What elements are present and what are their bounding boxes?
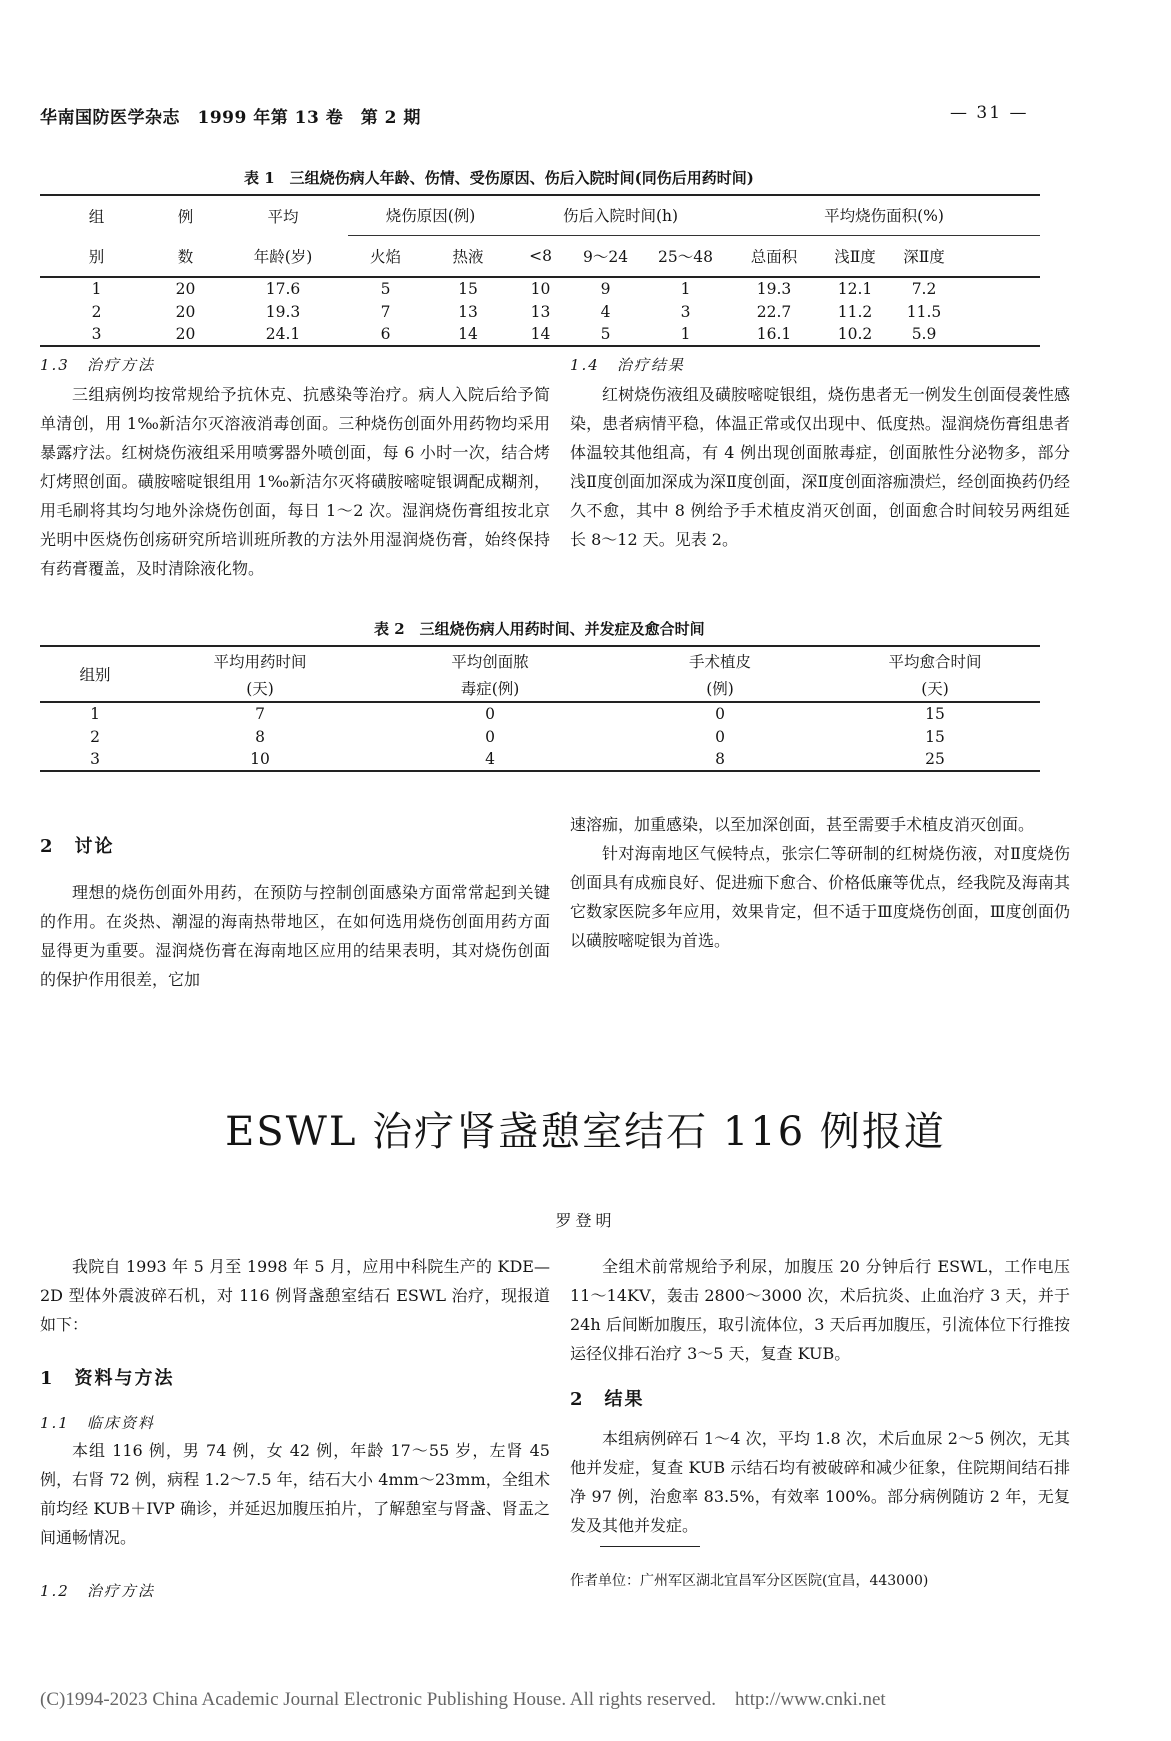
t1-r3-group: 3 (40, 323, 153, 346)
section-1-4-body (570, 380, 1070, 554)
t1-h2-fire: 火焰 (348, 235, 423, 277)
t2-h-heal: 平均愈合时间 (830, 646, 1040, 675)
discussion-paragraph-1: 理想的烧伤创面外用药，在预防与控制创面感染方面常常起到关键的作用。在炎热、潮湿的海南热带地区，在如何选用烧伤创面用药方面显得更为重要。湿润烧伤膏在海南地区应用的结果表明，其对烧伤创面的保护作用很差，它加 (40, 883, 550, 989)
table2-header-row-1 (40, 646, 1040, 675)
t2-r1-sepsis: 0 (485, 705, 495, 723)
t2-r2-sepsis: 0 (485, 727, 495, 746)
t2-r1-heal: 15 (925, 705, 945, 723)
table1-header-row-2 (40, 235, 1040, 277)
table2 (40, 645, 1040, 772)
t1-h2-shallow: 浅Ⅱ度 (820, 235, 890, 277)
t1-r2-group: 2 (91, 302, 102, 321)
t1-r1-liquid: 15 (458, 280, 478, 298)
section-1-3-heading: 1.3 治疗方法 (40, 356, 155, 374)
t2-r2-med: 8 (255, 727, 265, 746)
table-row (40, 725, 1040, 748)
article-section-1-1-heading: 1.1 临床资料 (40, 1414, 155, 1432)
t2-r3-graft: 8 (610, 748, 830, 771)
t2-h-sepsis: 平均创面脓 (370, 646, 610, 675)
t1-r3-t2: 5 (568, 323, 643, 346)
t1-h2-cases: 数 (153, 235, 218, 277)
t1-h2-total: 总面积 (728, 235, 820, 277)
article-section-1-heading: 1 资料与方法 (40, 1368, 175, 1389)
t1-r1-t1: 10 (530, 280, 551, 298)
table1-header-row-1 (40, 195, 1040, 235)
discussion-heading: 2 讨论 (40, 836, 115, 857)
t1-r3-cases: 20 (153, 323, 218, 346)
discussion-left-body (40, 878, 550, 994)
t1-r2-t2: 4 (600, 302, 611, 321)
t2-h2-heal: (天) (830, 675, 1040, 702)
section-1-4-heading: 1.4 治疗结果 (570, 356, 685, 374)
t1-h-group: 组 (40, 195, 153, 235)
t1-r2-shallow: 11.2 (837, 302, 873, 321)
table-row (40, 702, 1040, 725)
t1-r1-shallow: 12.1 (837, 280, 873, 298)
t2-h-group: 组别 (40, 646, 150, 702)
t1-r1-deep: 7.2 (911, 280, 937, 298)
footnote-divider (600, 1546, 700, 1547)
t2-h2-sepsis: 毒症(例) (370, 675, 610, 702)
table-row (40, 277, 1040, 300)
t1-r3-total: 16.1 (728, 323, 820, 346)
table-row (40, 748, 1040, 771)
article-author: 罗登明 (555, 1211, 616, 1230)
t1-h2-age: 年龄(岁) (218, 235, 348, 277)
section-1-4-paragraph: 红树烧伤液组及磺胺嘧啶银组，烧伤患者无一例发生创面侵袭性感染，患者病情平稳，体温正常或仅出现中、低度热。湿润烧伤膏组患者体温较其他组高，有 4 例出现创面脓毒症，创面脓性分泌物多，部分浅Ⅱ度创面加深成为深Ⅱ度创面，深Ⅱ度创面溶痂溃烂，经创面换药仍经久不愈，其中 8 例给予手术植皮消灭创面，创面愈合时间较另两组延长 8～12 天。见表 2。 (570, 385, 1070, 549)
t1-r3-deep: 5.9 (890, 323, 958, 346)
section-1-3-body (40, 380, 550, 583)
article-result-paragraph: 本组病例碎石 1～4 次，平均 1.8 次，术后血尿 2～5 例次，无其他并发症，复查 KUB 示结石均有被破碎和减少征象，住院期间结石排净 97 例，治愈率 83.5%，有效率 100%。部分病例随访 2 年，无复发及其他并发症。 (570, 1429, 1070, 1535)
table2-caption: 表 2 三组烧伤病人用药时间、并发症及愈合时间 (374, 620, 705, 638)
t1-r2-t3: 3 (680, 302, 691, 321)
table1-caption: 表 1 三组烧伤病人年龄、伤情、受伤原因、伤后入院时间(同伤后用药时间) (244, 169, 754, 187)
article-right-body (570, 1252, 1070, 1368)
t1-r1-t2: 9 (600, 280, 611, 298)
t2-h-med: 平均用药时间 (150, 646, 370, 675)
t1-h-admit: 伤后入院时间(h) (513, 195, 728, 235)
t1-h-age: 平均 (218, 195, 348, 235)
t1-r3-shallow: 10.2 (820, 323, 890, 346)
discussion-right-body (570, 810, 1070, 955)
t2-r3-med: 10 (150, 748, 370, 771)
t1-h-cases: 例 (153, 195, 218, 235)
discussion-paragraph-2: 针对海南地区气候特点，张宗仁等研制的红树烧伤液，对Ⅱ度烧伤创面具有成痂良好、促进痂下愈合、价格低廉等优点，经我院及海南其它数家医院多年应用，效果肯定，但不适于Ⅲ度烧伤创面，Ⅲ度创面仍以磺胺嘧啶银为首选。 (570, 844, 1070, 950)
t2-h-graft: 手术植皮 (610, 646, 830, 675)
t2-r3-group: 3 (40, 748, 150, 771)
article-title: ESWL 治疗肾盏憩室结石 116 例报道 (225, 1109, 946, 1155)
t1-r1-cases: 20 (175, 280, 196, 298)
t1-h2-t2: 9～24 (568, 235, 643, 277)
table2-header-row-2 (40, 675, 1040, 702)
t2-r1-med: 7 (255, 705, 265, 723)
author-affiliation: 作者单位：广州军区湖北宜昌军分区医院(宜昌，443000) (570, 1573, 929, 1589)
t2-r1-group: 1 (90, 705, 100, 723)
table1 (40, 194, 1040, 347)
t1-h2-deep: 深Ⅱ度 (890, 235, 958, 277)
t1-r2-cases: 20 (175, 302, 196, 321)
article-intro-paragraph: 我院自 1993 年 5 月至 1998 年 5 月，应用中科院生产的 KDE—2D 型体外震波碎石机，对 116 例肾盏憩室结石 ESWL 治疗，现报道如下： (40, 1257, 550, 1334)
table-row (40, 323, 1040, 346)
table-row (40, 300, 1040, 323)
t1-r2-total: 22.7 (756, 302, 792, 321)
article-section-2-heading: 2 结果 (570, 1389, 645, 1410)
t1-r2-t1: 13 (530, 302, 551, 321)
t1-r2-deep: 11.5 (906, 302, 942, 321)
t1-h-cause: 烧伤原因(例) (348, 195, 513, 235)
discussion-paragraph-1-continued: 速溶痂，加重感染，以至加深创面，甚至需要手术植皮消灭创面。 (570, 815, 1035, 834)
t1-r1-t3: 1 (680, 280, 691, 298)
t1-r2-age: 19.3 (265, 302, 301, 321)
t1-r1-age: 17.6 (265, 280, 301, 298)
journal-header: 华南国防医学杂志 1999 年第 13 卷 第 2 期 (40, 108, 421, 128)
section-1-3-paragraph: 三组病例均按常规给予抗休克、抗感染等治疗。病人入院后给予简单清创，用 1‰新洁尔灭溶液消毒创面。三种烧伤创面外用药物均采用暴露疗法。红树烧伤液组采用喷雾器外喷创面，每 6 小时一次，结合烤灯烤照创面。磺胺嘧啶银组用 1‰新洁尔灭将磺胺嘧啶银调配成糊剂，用毛刷将其均匀地外涂烧伤创面，每日 1～2 次。湿润烧伤膏组按北京光明中医烧伤创疡研究所培训班所教的方法外用湿润烧伤膏，始终保持有药膏覆盖，及时清除液化物。 (40, 385, 550, 578)
t1-r3-age: 24.1 (218, 323, 348, 346)
t1-h2-t1: <8 (513, 235, 568, 277)
t2-r2-heal: 15 (925, 727, 945, 746)
article-section-1-1-body (40, 1436, 550, 1552)
article-treatment-paragraph: 全组术前常规给予利尿，加腹压 20 分钟后行 ESWL，工作电压 11～14KV，轰击 2800～3000 次，术后抗炎、止血治疗 3 天，并于 24h 后间断加腹压，取引流体位，3 天后再加腹压，引流体位下行推按运径仪排石治疗 3～5 天，复查 KUB。 (570, 1257, 1070, 1363)
t2-h2-graft: (例) (610, 675, 830, 702)
t1-h2-liquid: 热液 (423, 235, 513, 277)
page-number: — 31 — (950, 103, 1029, 123)
t2-r3-sepsis: 4 (370, 748, 610, 771)
t1-r2-liquid: 13 (458, 302, 478, 321)
t1-h2-t3: 25～48 (643, 235, 728, 277)
t1-h-area: 平均烧伤面积(%) (728, 195, 1040, 235)
t1-h2-group: 别 (40, 235, 153, 277)
t1-r3-t3: 1 (643, 323, 728, 346)
t2-r3-heal: 25 (830, 748, 1040, 771)
article-result-body (570, 1424, 1070, 1540)
article-intro (40, 1252, 550, 1339)
t1-r1-fire: 5 (380, 280, 391, 298)
article-section-1-1-paragraph: 本组 116 例，男 74 例，女 42 例，年龄 17～55 岁，左肾 45 例，右肾 72 例，病程 1.2～7.5 年，结石大小 4mm～23mm，全组术前均经 KUB＋IVP 确诊，并延迟加腹压拍片，了解憩室与肾盏、肾盂之间通畅情况。 (40, 1441, 550, 1547)
t1-r3-liquid: 14 (423, 323, 513, 346)
t2-h2-med: (天) (150, 675, 370, 702)
t1-r3-t1: 14 (513, 323, 568, 346)
t2-r1-graft: 0 (715, 705, 725, 723)
t1-r1-total: 19.3 (756, 280, 792, 298)
copyright-footer: (C)1994-2023 China Academic Journal Electronic Publishing House. All rights reserved. http://www.cnki.net (40, 1689, 886, 1710)
t1-r2-fire: 7 (380, 302, 391, 321)
article-section-1-2-heading: 1.2 治疗方法 (40, 1582, 155, 1600)
t2-r2-graft: 0 (715, 727, 725, 746)
t2-r2-group: 2 (90, 727, 100, 746)
t1-r3-fire: 6 (348, 323, 423, 346)
t1-r1-group: 1 (91, 280, 102, 298)
